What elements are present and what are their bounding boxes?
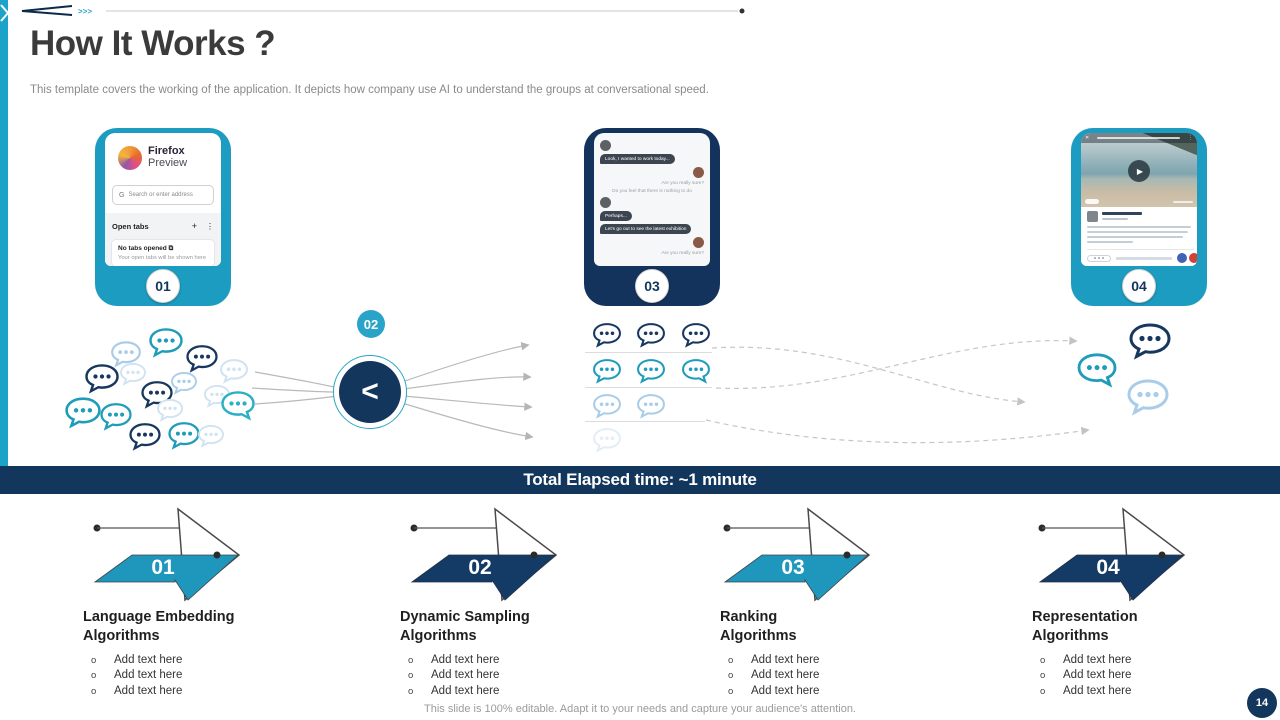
flow-node-operator: < [339,361,401,423]
divider [585,387,712,388]
bullet-marker-icon: o [91,670,97,682]
heart-icon [1189,253,1197,263]
post-text-bars [1087,226,1191,243]
chat-message: Are you really sure? [661,181,704,186]
page-title: How It Works ? [30,24,276,63]
bullet-item[interactable]: o Add text here [720,653,930,669]
bullet-item[interactable]: o Add text here [400,684,610,700]
bullet-marker-icon: o [408,685,414,697]
bullet-marker-icon: o [728,670,734,682]
phone-mockup-3 [584,128,720,306]
kebab-menu-icon: ⋮ [1188,135,1193,141]
bullet-item[interactable]: o Add text here [720,684,930,700]
bullet-marker-icon: o [1040,670,1046,682]
phone-mockup-4 [1071,128,1207,306]
speech-bubble-icon [636,358,666,384]
avatar [600,140,611,151]
video-timestamp-bar [1173,201,1193,204]
step-badge-02: 02 [357,310,385,338]
chat-message: Perhaps... [600,211,632,221]
step-badge-01: 01 [146,269,180,303]
phone-4-screen [1081,133,1197,266]
speech-bubble-icon [592,393,622,419]
no-tabs-card: No tabs opened ⧉ Your open tabs will be shown here [112,240,214,266]
firefox-logo-icon [118,146,142,170]
plus-icon: + [191,221,197,231]
step-title: Ranking Algorithms [720,609,797,644]
bullet-marker-icon: o [728,654,734,666]
video-title-bar [1097,137,1180,140]
chat-message: Let's go out to see the latest exhibition [600,224,691,234]
bullet-item[interactable]: o Add text here [400,668,610,684]
bullet-marker-icon: o [728,685,734,697]
top-decor-line [8,0,768,22]
speech-bubble-icon [592,358,622,384]
bullet-item[interactable]: o Add text here [83,684,293,700]
step-number: 03 [781,556,805,579]
search-placeholder: Search or enter address [128,192,193,198]
speech-bubble-icon [636,322,666,348]
bullet-item[interactable]: o Add text here [1032,653,1242,669]
step-title: Language Embedding Algorithms [83,609,235,644]
like-icon [1177,253,1187,263]
kebab-menu-icon: ⋮ [206,221,214,231]
video-top-bar [1081,133,1197,143]
speech-bubble-icon [1076,352,1118,388]
footer-note: This slide is 100% editable. Adapt it to your needs and capture your audience's attention. [424,703,856,715]
divider [585,421,705,422]
bullet-marker-icon: o [1040,685,1046,697]
search-field [112,185,214,205]
step-arrow-04 [1020,502,1220,604]
search-engine-icon: G [119,191,125,199]
step-arrow-02 [392,502,592,604]
video-badge [1085,199,1099,204]
bullet-marker-icon: o [408,654,414,666]
avatar [693,167,704,178]
bullet-marker-icon: o [91,685,97,697]
step-number: 01 [151,556,175,579]
speech-bubble-icon [681,322,711,348]
speech-bubble-icon [592,322,622,348]
post-meta-bar [1102,218,1128,220]
tabs-icon: ⧉ [168,245,174,252]
bullet-item[interactable]: o Add text here [1032,684,1242,700]
elapsed-time-banner: Total Elapsed time: ~1 minute [0,466,1280,494]
bullet-item[interactable]: o Add text here [83,653,293,669]
bullet-marker-icon: o [1040,654,1046,666]
page-number-badge: 14 [1247,688,1277,718]
avatar [600,197,611,208]
step-block-1 [83,608,293,699]
bullet-item[interactable]: o Add text here [400,653,610,669]
post-author-bar [1102,212,1142,215]
bullet-item[interactable]: o Add text here [720,668,930,684]
step-arrow-01 [75,502,275,604]
speech-bubble-icon [636,393,666,419]
open-tabs-label: Open tabs [112,221,149,231]
chat-message: Are you really sure? [661,251,704,256]
avatar [693,237,704,248]
step-title: Dynamic Sampling Algorithms [400,609,530,644]
page-subtitle: This template covers the working of the application. It depicts how company use AI to understand the groups at conversational speed. [30,84,709,96]
step-badge-04: 04 [1122,269,1156,303]
phone-1-screen [105,133,221,266]
speech-bubble-icon [1128,322,1172,360]
speech-bubble-icon [1126,378,1170,416]
comment-bar [1116,257,1172,260]
video-player [1081,133,1197,207]
step-arrow-03 [705,502,905,604]
divider [585,352,712,353]
phone-mockup-1 [95,128,231,306]
bullet-marker-icon: o [408,670,414,682]
step-block-4 [1032,608,1242,699]
chat-message: Do you feel that there is nothing to do [612,189,692,194]
step-number: 02 [468,556,492,579]
chat-conversation [594,133,710,266]
bullet-item[interactable]: o Add text here [1032,668,1242,684]
firefox-brand: Firefox Preview [148,145,188,169]
step-badge-03: 03 [635,269,669,303]
speech-bubble-icon [681,358,711,384]
chat-message: Look, I wanted to work today... [600,154,675,164]
step-block-2 [400,608,610,699]
bullet-item[interactable]: o Add text here [83,668,293,684]
social-post [1081,207,1197,266]
step-number: 04 [1096,556,1120,579]
close-icon: ✕ [1085,135,1090,141]
reactions-pill [1087,255,1111,262]
svg-text:>>>: >>> [78,7,93,16]
avatar [1087,211,1098,222]
bullet-marker-icon: o [91,654,97,666]
play-icon: ▶ [1128,160,1150,182]
step-block-3 [720,608,930,699]
open-tabs-panel [105,213,221,266]
speech-bubble-icon [592,427,622,453]
divider [1087,249,1194,250]
phone-3-screen [594,133,710,266]
step-title: Representation Algorithms [1032,609,1138,644]
